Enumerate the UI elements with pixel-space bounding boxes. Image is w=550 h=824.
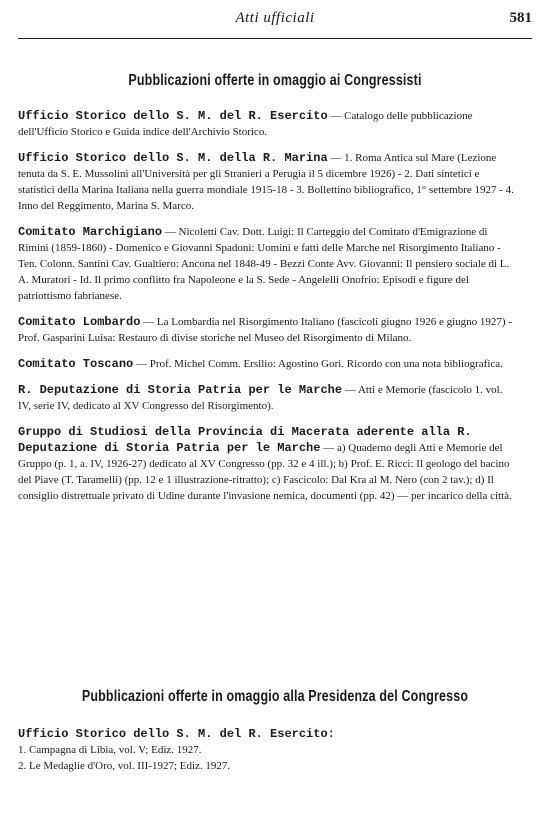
institution-name: Comitato Toscano xyxy=(18,357,134,371)
entry-text: — Catalogo delle pubblicazione dell'Ufficio Storico e Guida indice dell'Archivio Storico. xyxy=(18,110,473,138)
running-header xyxy=(18,10,532,32)
entry-text: — Nicoletti Cav. Dott. Luigi: Il Carteggio del Comitato d'Emigrazione di Rimini (1859-1860) - Domenico e Giovanni Spadoni: Uomini e fatti delle Marche nel Risorgimento Italiano - Ten. Colonn. Santini Cav. Gualtiero: Ancona nel 1848-49 - Bezzi Conte Avv. Giovanni: Il pensiero sociale di L. A. Muratori - Id. Il primo conflitto fra Napoleone e la S. Sede - Angelelli Onofrio: Episodi e figure del patriottismo fabrianese. xyxy=(18,226,510,302)
list-item xyxy=(18,356,518,372)
list-item xyxy=(18,224,518,304)
institution-name: Comitato Marchigiano xyxy=(18,225,163,239)
section-heading-congressisti: Pubblicazioni offerte in omaggio ai Congressisti xyxy=(128,72,422,89)
entry-text: — a) Quaderno degli Atti e Memorie del Gruppo (p. 1, a. IV, 1926-27) dedicato al XV Congresso (pp. 32 e 4 ill.); b) Prof. E. Ricci: Il geologo del bacino del Piave (T. Taramelli) (pp. 12 e 1 illustrazione-ritratto); c) Fascicolo: Dal Kra al M. Nero (con 2 tav.); d) Il consiglio distrettuale privato di Udine durante l'invasione nemica, documenti (pp. 42) — per incarico della città. xyxy=(18,442,512,502)
section-heading-presidenza: Pubblicazioni offerte in omaggio alla Presidenza del Congresso xyxy=(81,688,469,705)
list-item xyxy=(18,424,518,504)
entry-text: — Prof. Michel Comm. Ersilio: Agostino Gori. Ricordo con una nota bibliografica. xyxy=(133,358,503,370)
institution-name: Gruppo di Studiosi della Provincia di Macerata aderente alla R. Deputazione di Storia Patria per le Marche xyxy=(18,425,472,455)
entries-list-congressisti xyxy=(18,108,518,514)
institution-name: Ufficio Storico dello S. M. del R. Esercito: xyxy=(18,727,335,741)
header-rule xyxy=(18,38,532,39)
list-item xyxy=(18,108,518,140)
list-item xyxy=(18,314,518,346)
page-number: 581 xyxy=(509,10,532,26)
entry-text: — Atti e Memorie (fascicolo 1. vol. IV, serie IV, dedicato al XV Congresso del Risorgimento). xyxy=(18,384,503,412)
entry-text: — 1. Roma Antica sul Mare (Lezione tenuta da S. E. Mussolini all'Università per gli Stranieri a Perugia il 5 dicembre 1926) - 2. Dati sintetici e statistici della Marina Italiana nella guerra mondiale 1915-18 - 3. Bollettino bibliografico, 1° settembre 1927 - 4. Inno del Reggimento, Marina S. Marco. xyxy=(18,152,514,212)
list-item xyxy=(18,150,518,214)
institution-name: Ufficio Storico dello S. M. della R. Marina xyxy=(18,151,328,165)
institution-name: R. Deputazione di Storia Patria per le Marche xyxy=(18,383,343,397)
institution-name: Comitato Lombardo xyxy=(18,315,141,329)
publication-item: 2. Le Medaglie d'Oro, vol. III-1927; Ediz. 1927. xyxy=(18,760,231,772)
entries-list-presidenza xyxy=(18,726,518,784)
publication-item: 1. Campagna di Libia, vol. V; Ediz. 1927. xyxy=(18,744,202,756)
entry-text: — La Lombardia nel Risorgimento Italiano (fascicoli giugno 1926 e giugno 1927) - Prof. Gasparini Luisa: Restauro di divise storiche nel Museo del Risorgimento di Milano. xyxy=(18,316,512,344)
list-item xyxy=(18,382,518,414)
running-title: Atti ufficiali xyxy=(235,10,315,26)
list-item xyxy=(18,726,518,774)
institution-name: Ufficio Storico dello S. M. del R. Esercito xyxy=(18,109,328,123)
